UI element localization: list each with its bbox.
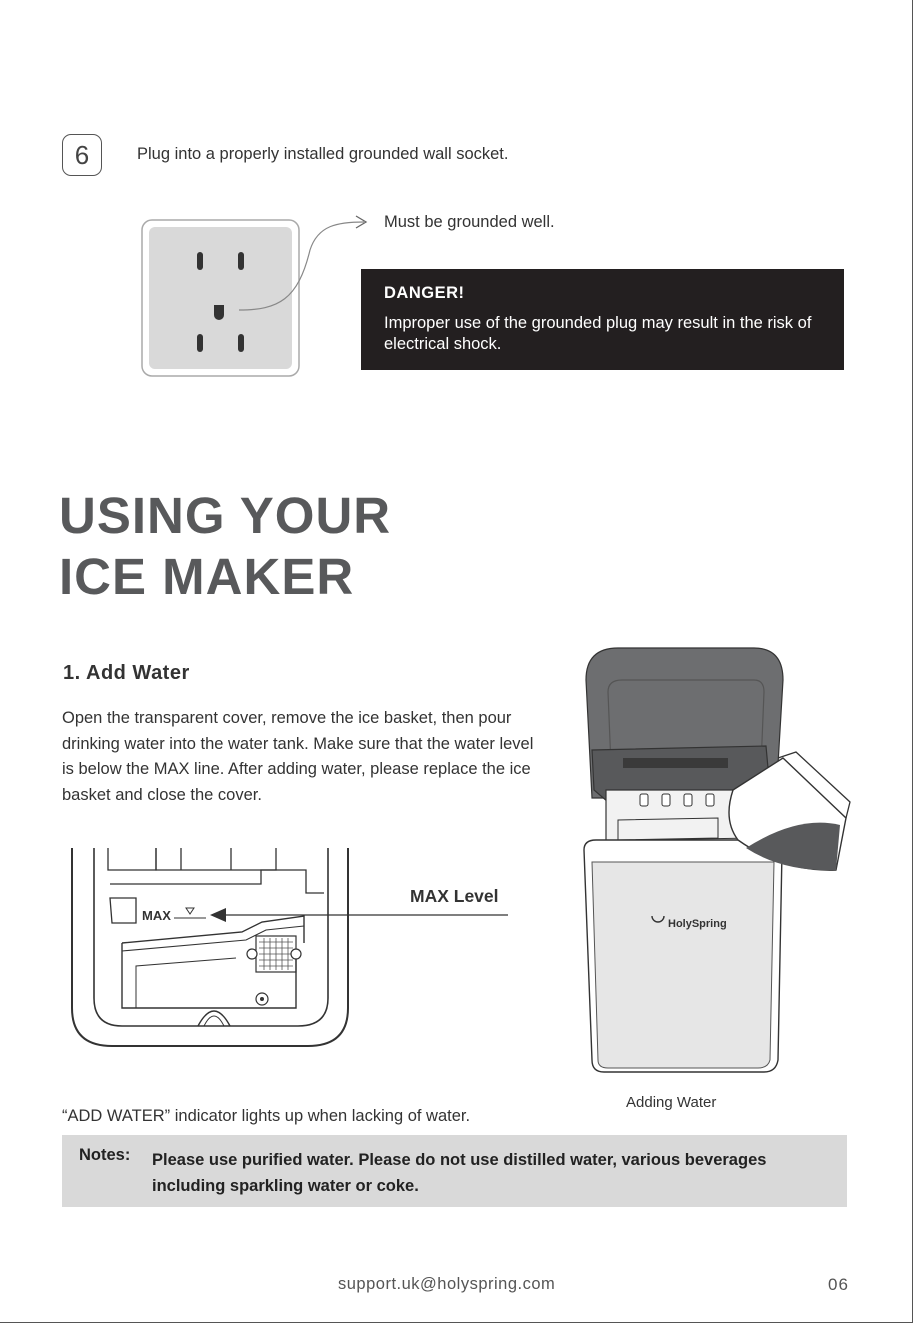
step-instruction: Plug into a properly installed grounded wall socket.	[137, 145, 509, 163]
ice-maker-illustration	[578, 640, 858, 1080]
step-number-badge: 6	[62, 134, 102, 176]
section-title-line1: USING YOUR	[59, 487, 392, 544]
section-title	[59, 485, 391, 607]
add-water-indicator-note: “ADD WATER” indicator lights up when lacking of water.	[62, 1107, 471, 1125]
image-caption: Adding Water	[626, 1094, 717, 1111]
max-mark: MAX	[142, 908, 171, 923]
danger-body: Improper use of the grounded plug may result in the risk of electrical shock.	[384, 314, 812, 353]
support-email-link[interactable]: support.uk@holyspring.com	[338, 1275, 556, 1293]
grounding-callout: Must be grounded well.	[384, 213, 555, 231]
notes-box	[62, 1135, 847, 1207]
danger-box	[361, 269, 844, 370]
notes-body: Please use purified water. Please do not use distilled water, various beverages including sparkling water or coke.	[152, 1151, 767, 1195]
wall-outlet-illustration	[138, 210, 378, 382]
page-number: 06	[828, 1275, 849, 1294]
brand-logo: HolySpring	[668, 918, 727, 930]
water-tank-diagram	[66, 848, 516, 1053]
max-level-label: MAX Level	[410, 886, 499, 906]
add-water-instructions: Open the transparent cover, remove the ice basket, then pour drinking water into the water tank. Make sure that the water level is below the MAX line. After adding water, please replace the ice basket and close the cover.	[62, 709, 534, 805]
danger-title: DANGER!	[384, 284, 465, 302]
notes-label: Notes:	[79, 1146, 131, 1164]
add-water-heading: 1. Add Water	[63, 662, 190, 684]
section-title-line2: ICE MAKER	[59, 548, 355, 605]
